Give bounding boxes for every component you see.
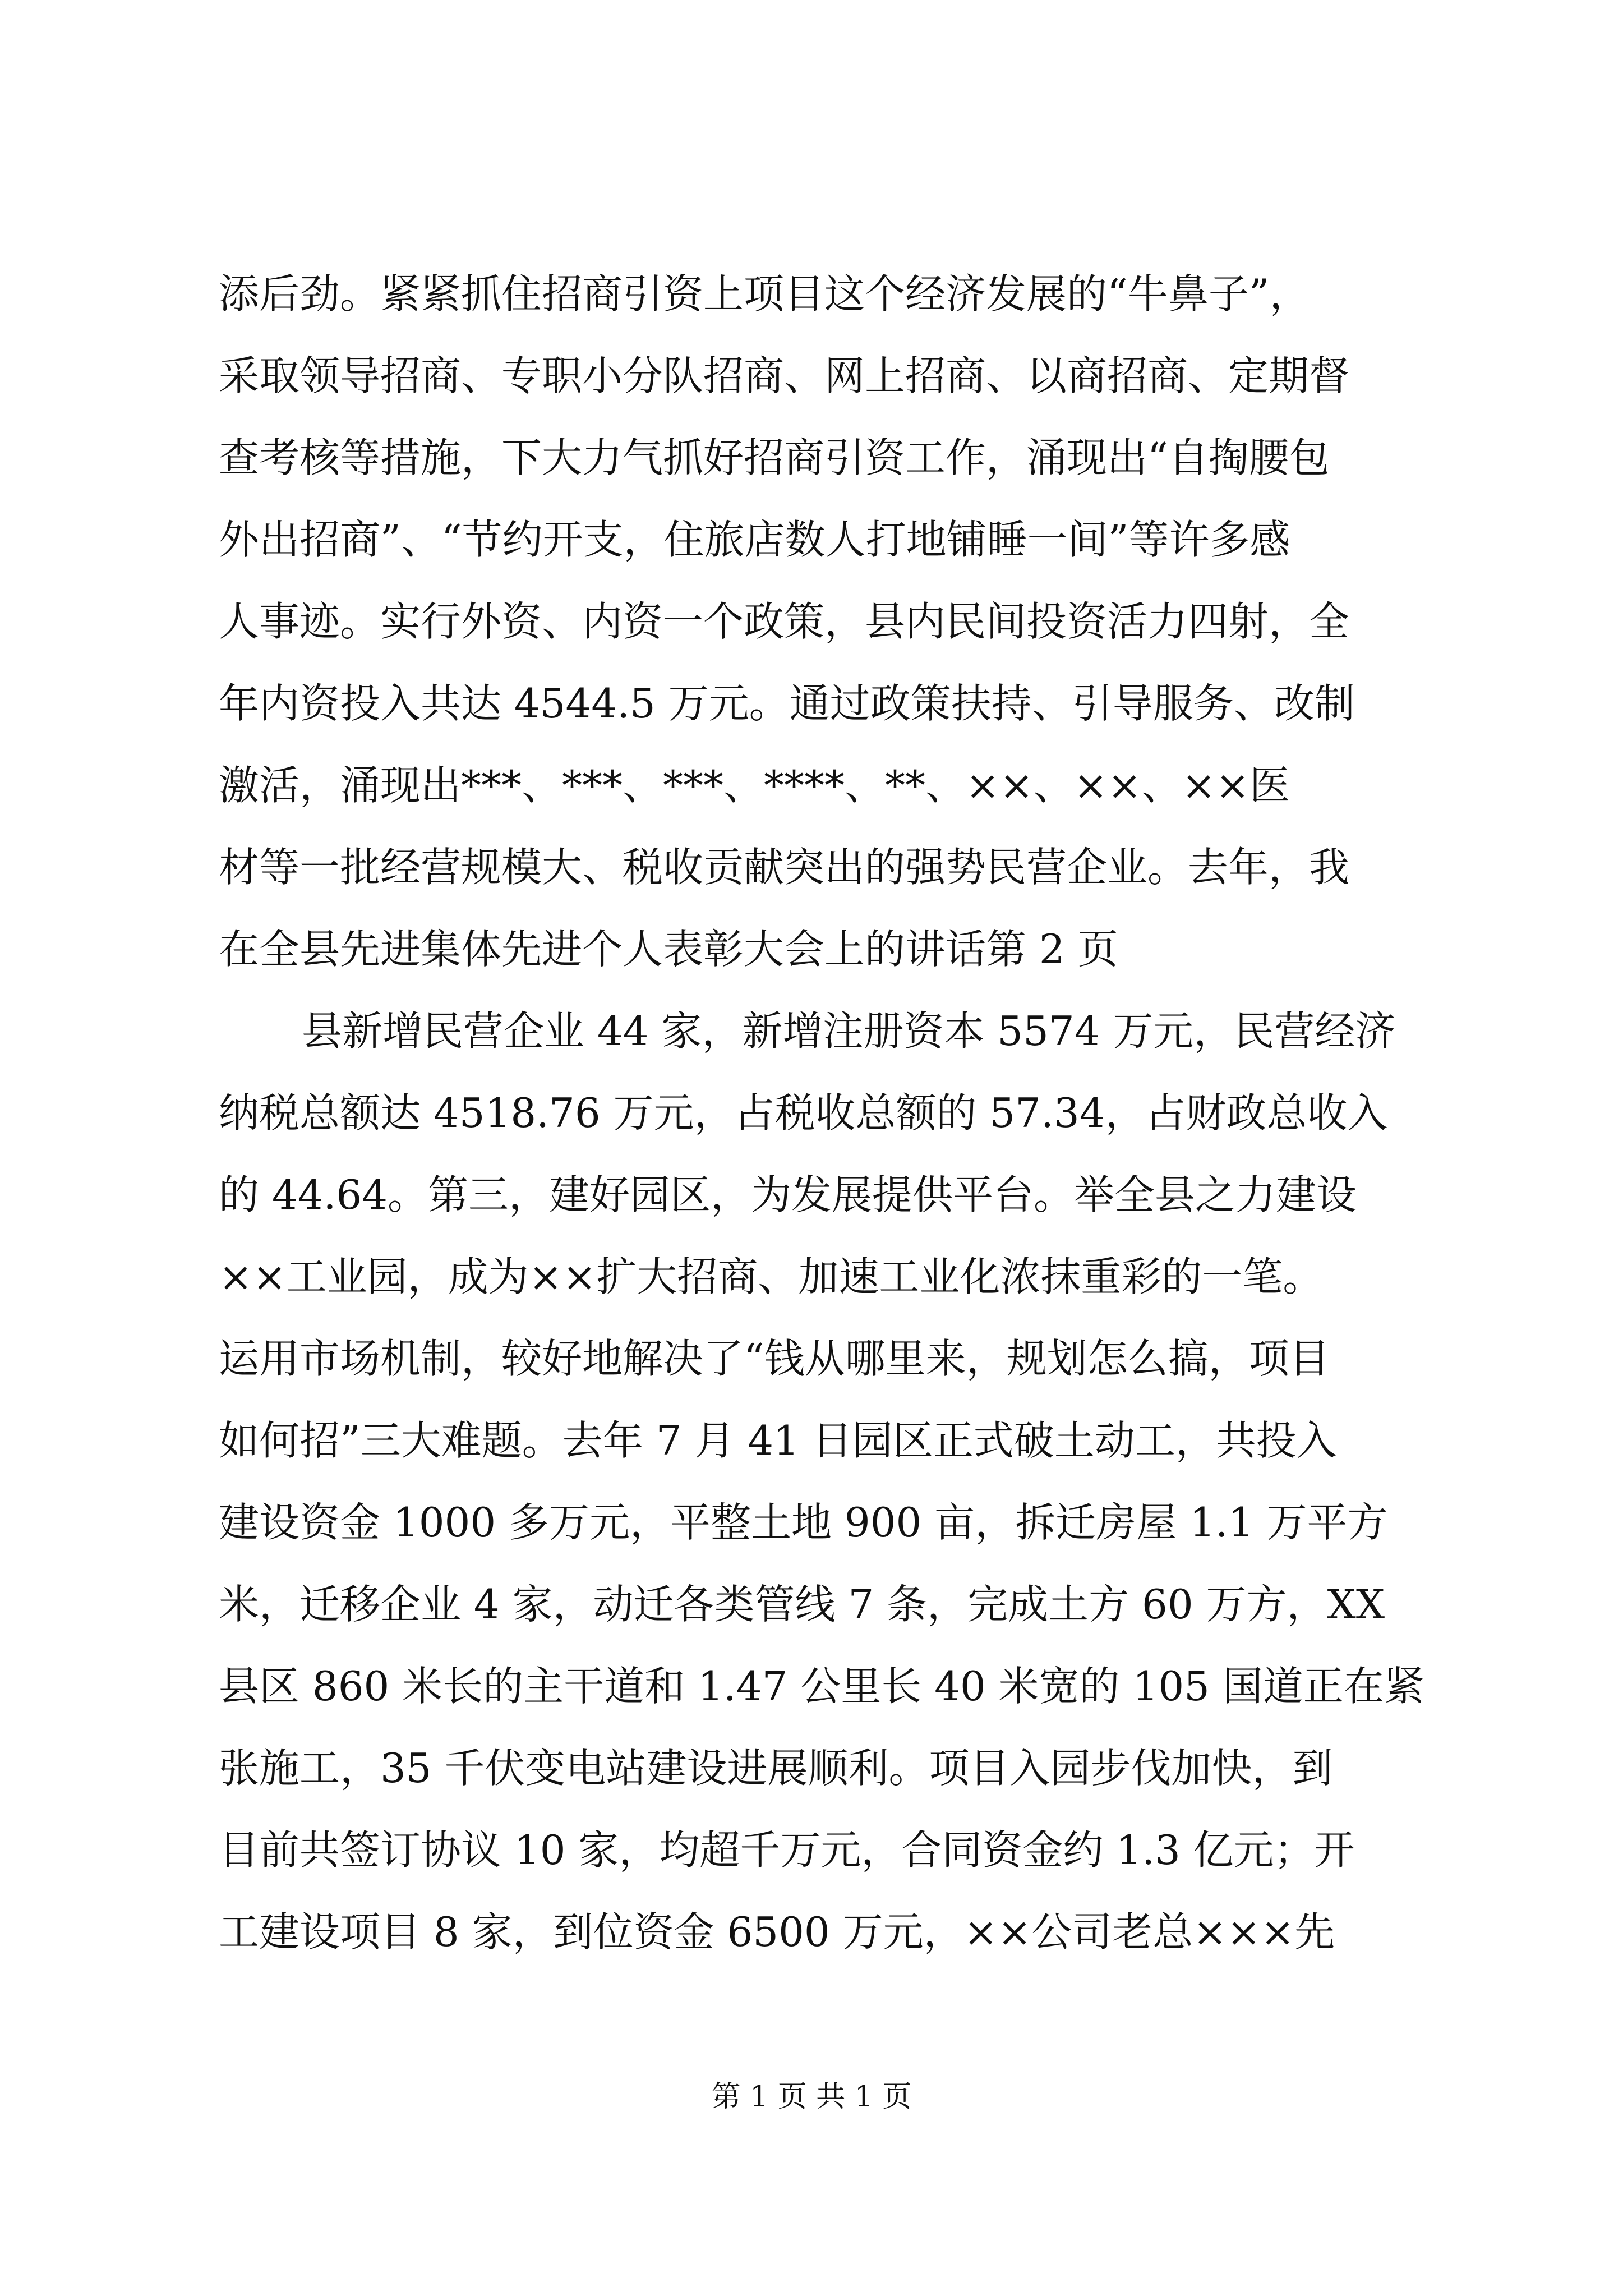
text-line: 添后劲。紧紧抓住招商引资上项目这个经济发展的“牛鼻子”， [219, 270, 1310, 318]
paragraph-first-line: 县新增民营企业 44 家，新增注册资本 5574 万元，民营经济 [302, 1007, 1396, 1055]
text-line: 米，迁移企业 4 家，动迁各类管线 7 条，完成土方 60 万方，XX [219, 1581, 1385, 1628]
text-line: 采取领导招商、专职小分队招商、网上招商、以商招商、定期督 [219, 352, 1350, 399]
text-line: 张施工，35 千伏变电站建设进展顺利。项目入园步伐加快，到 [219, 1745, 1333, 1792]
text-line: 人事迹。实行外资、内资一个政策，县内民间投资活力四射，全 [219, 598, 1350, 645]
text-line: 纳税总额达 4518.76 万元，占税收总额的 57.34，占财政总收入 [219, 1089, 1388, 1137]
text-line: 激活，涌现出***、***、***、****、**、××、××、××医 [219, 762, 1290, 809]
text-line: 在全县先进集体先进个人表彰大会上的讲话第 2 页 [219, 926, 1118, 973]
page-footer: 第 1 页 共 1 页 [711, 2080, 912, 2114]
text-line: ××工业园，成为××扩大招商、加速工业化浓抹重彩的一笔。 [219, 1253, 1324, 1300]
text-line: 的 44.64。第三，建好园区，为发展提供平台。举全县之力建设 [219, 1171, 1357, 1218]
text-line: 查考核等措施，下大力气抓好招商引资工作，涌现出“自掏腰包 [219, 434, 1330, 481]
text-line: 目前共签订协议 10 家，均超千万元，合同资金约 1.3 亿元；开 [219, 1826, 1355, 1874]
text-line: 建设资金 1000 多万元，平整土地 900 亩，拆迁房屋 1.1 万平方 [219, 1499, 1388, 1546]
text-line: 工建设项目 8 家，到位资金 6500 万元，××公司老总×××先 [219, 1908, 1335, 1955]
text-line: 材等一批经营规模大、税收贡献突出的强势民营企业。去年，我 [219, 844, 1350, 891]
text-line: 运用市场机制，较好地解决了“钱从哪里来，规划怎么搞，项目 [219, 1335, 1330, 1382]
text-line: 年内资投入共达 4544.5 万元。通过政策扶持、引导服务、改制 [219, 680, 1355, 727]
text-line: 县区 860 米长的主干道和 1.47 公里长 40 米宽的 105 国道正在紧 [219, 1663, 1424, 1710]
text-line: 如何招”三大难题。去年 7 月 41 日园区正式破土动工，共投入 [219, 1417, 1337, 1464]
text-line: 外出招商”、“节约开支，住旅店数人打地铺睡一间”等许多感 [219, 516, 1290, 563]
